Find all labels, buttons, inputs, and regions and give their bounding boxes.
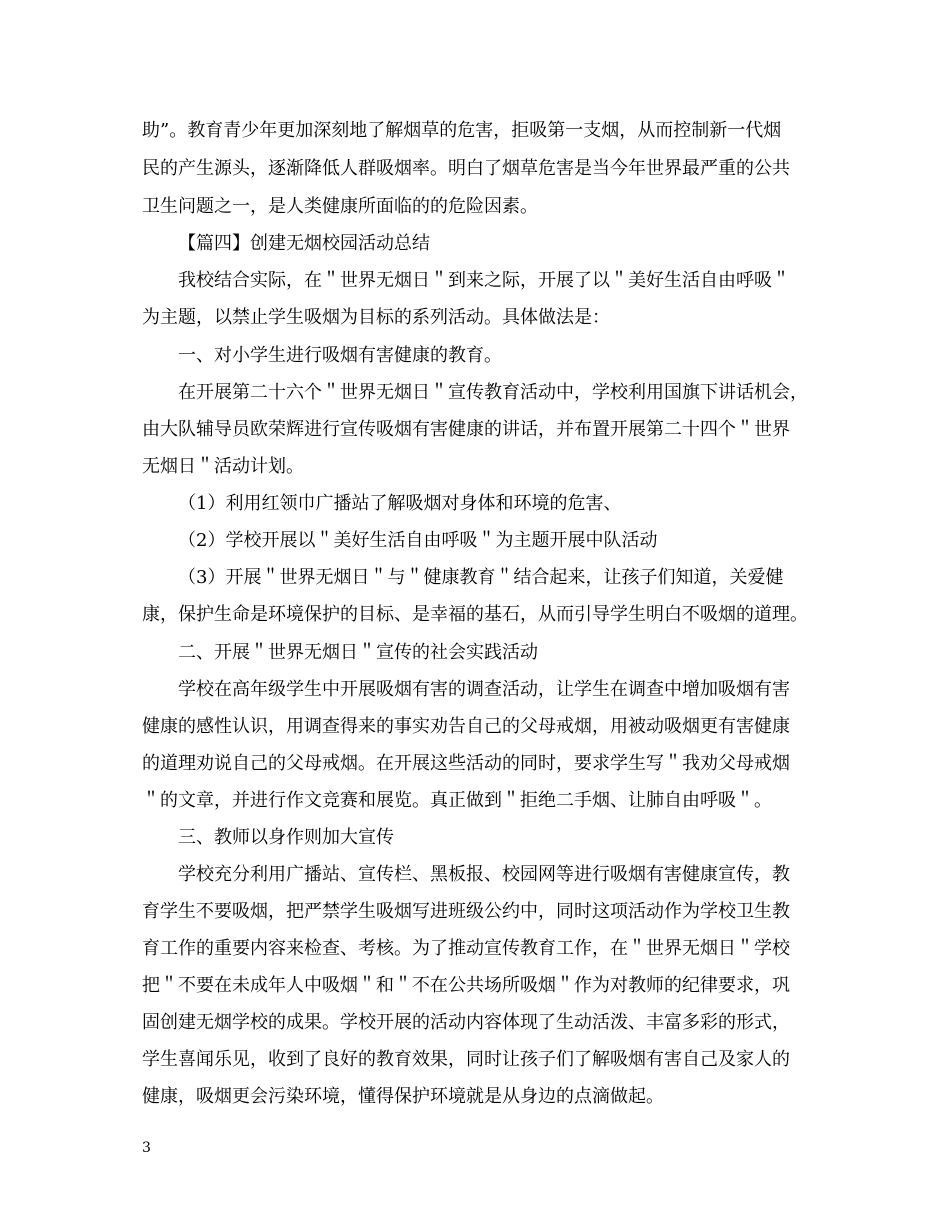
- body-text-line: 的道理劝说自己的父母戒烟。在开展这些活动的同时，要求学生写＂我劝父母戒烟: [142, 753, 790, 774]
- body-text-line: 助”。教育青少年更加深刻地了解烟草的危害，拒吸第一支烟，从而控制新一代烟: [142, 120, 782, 141]
- body-text-line: 在开展第二十六个＂世界无烟日＂宣传教育活动中，学校利用国旗下讲话机会，: [178, 382, 808, 403]
- body-text-line: 育工作的重要内容来检查、考核。为了推动宣传教育工作，在＂世界无烟日＂学校: [142, 938, 790, 959]
- body-text-line: 我校结合实际，在＂世界无烟日＂到来之际，开展了以＂美好生活自由呼吸＂: [178, 270, 790, 291]
- section-heading: 【篇四】创建无烟校园活动总结: [178, 233, 430, 254]
- list-item: （2）学校开展以＂美好生活自由呼吸＂为主题开展中队活动: [178, 530, 658, 551]
- body-text-line: 康，保护生命是环境保护的目标、是幸福的基石，从而引导学生明白不吸烟的道理。: [142, 604, 808, 625]
- body-text-line: 健康的感性认识，用调查得来的事实劝告自己的父母戒烟，用被动吸烟更有害健康: [142, 716, 790, 737]
- body-text-line: 无烟日＂活动计划。: [142, 456, 304, 477]
- page-number: 3: [142, 1140, 151, 1156]
- body-text-line: 卫生问题之一，是人类健康所面临的的危险因素。: [142, 196, 538, 217]
- body-text-line: ＂的文章，并进行作文竞赛和展览。真正做到＂拒绝二手烟、让肺自由呼吸＂。: [142, 790, 772, 811]
- body-text-line: 学生喜闻乐见，收到了良好的教育效果，同时让孩子们了解吸烟有害自己及家人的: [142, 1049, 790, 1070]
- list-item: （3）开展＂世界无烟日＂与＂健康教育＂结合起来，让孩子们知道，关爱健: [178, 567, 784, 588]
- body-text-line: 学校充分利用广播站、宣传栏、黑板报、校园网等进行吸烟有害健康宣传，教: [178, 864, 790, 885]
- body-text-line: 育学生不要吸烟，把严禁学生吸烟写进班级公约中，同时这项活动作为学校卫生教: [142, 901, 790, 922]
- body-text-line: 由大队辅导员欧荣辉进行宣传吸烟有害健康的讲话，并布置开展第二十四个＂世界: [142, 419, 790, 440]
- body-text-line: 固创建无烟学校的成果。学校开展的活动内容体现了生动活泼、丰富多彩的形式，: [142, 1012, 790, 1033]
- subsection-heading: 一、对小学生进行吸烟有害健康的教育。: [178, 345, 502, 366]
- body-text-line: 民的产生源头，逐渐降低人群吸烟率。明白了烟草危害是当今年世界最严重的公共: [142, 158, 790, 179]
- body-text-line: 学校在高年级学生中开展吸烟有害的调查活动，让学生在调查中增加吸烟有害: [178, 679, 790, 700]
- body-text-line: 健康，吸烟更会污染环境，懂得保护环境就是从身边的点滴做起。: [142, 1086, 664, 1107]
- list-item: （1）利用红领巾广播站了解吸烟对身体和环境的危害、: [178, 493, 622, 514]
- subsection-heading: 三、教师以身作则加大宣传: [178, 827, 394, 848]
- body-text-line: 把＂不要在未成年人中吸烟＂和＂不在公共场所吸烟＂作为对教师的纪律要求，巩: [142, 975, 790, 996]
- subsection-heading: 二、开展＂世界无烟日＂宣传的社会实践活动: [178, 642, 538, 663]
- body-text-line: 为主题，以禁止学生吸烟为目标的系列活动。具体做法是：: [142, 307, 610, 328]
